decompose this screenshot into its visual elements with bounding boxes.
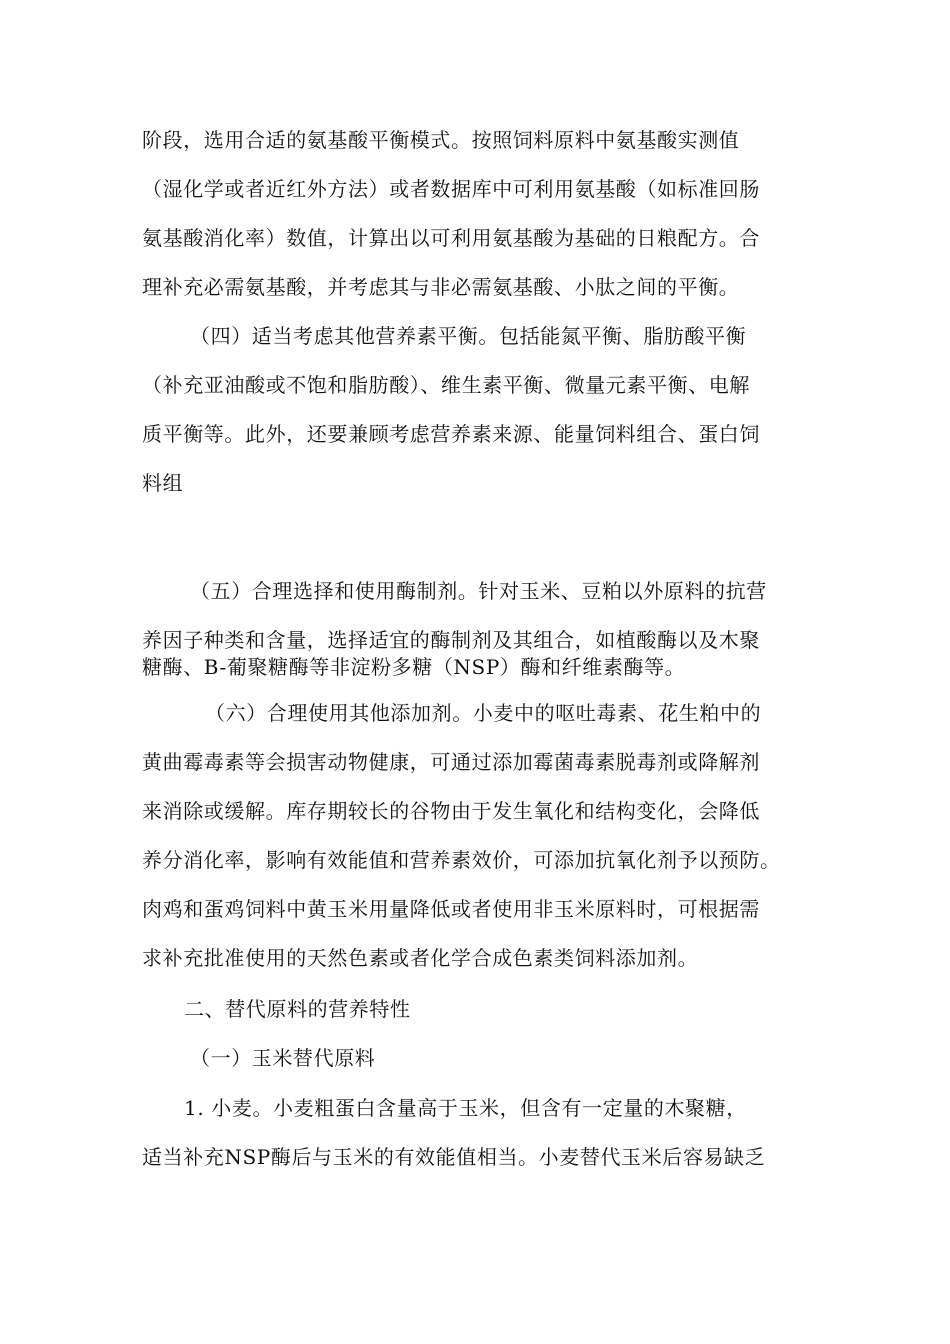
section-heading: 二、替代原料的营养特性 xyxy=(184,997,411,1021)
text-line: 肉鸡和蛋鸡饲料中黄玉米用量降低或者使用非玉米原料时，可根据需 xyxy=(142,897,760,921)
text-line: 1. 小麦。小麦粗蛋白含量高于玉米，但含有一定量的木聚糖， xyxy=(184,1096,747,1120)
paragraph-heading-5: （五）合理选择和使用酶制剂。针对玉米、豆粕以外原料的抗营 xyxy=(190,579,767,603)
paragraph-heading-4: （四）适当考虑其他营养素平衡。包括能氮平衡、脂肪酸平衡 xyxy=(190,324,747,348)
text-line: 阶段，选用合适的氨基酸平衡模式。按照饲料原料中氨基酸实测值 xyxy=(142,128,740,152)
paragraph-heading-6: （六）合理使用其他添加剂。小麦中的呕吐毒素、花生粕中的 xyxy=(205,701,762,725)
text-line: （湿化学或者近红外方法）或者数据库中可利用氨基酸（如标准回肠 xyxy=(142,177,760,201)
text-line: 料组 xyxy=(142,471,184,495)
text-line: 养分消化率，影响有效能值和营养素效价，可添加抗氧化剂予以预防。 xyxy=(142,848,781,872)
text-line: 来消除或缓解。库存期较长的谷物由于发生氧化和结构变化，会降低 xyxy=(142,799,760,823)
text-line: 黄曲霉毒素等会损害动物健康，可通过添加霉菌毒素脱毒剂或降解剂 xyxy=(142,750,760,774)
text-line: 氨基酸消化率）数值，计算出以可利用氨基酸为基础的日粮配方。合 xyxy=(142,226,760,250)
text-line: 养因子种类和含量，选择适宜的酶制剂及其组合，如植酸酶以及木聚 xyxy=(142,628,760,652)
text-line: 糖酶、B-葡聚糖酶等非淀粉多糖（NSP）酶和纤维素酶等。 xyxy=(142,655,686,679)
text-line: 理补充必需氨基酸，并考虑其与非必需氨基酸、小肽之间的平衡。 xyxy=(142,275,740,299)
text-line: 求补充批准使用的天然色素或者化学合成色素类饲料添加剂。 xyxy=(142,946,699,970)
text-line: 适当补充NSP酶后与玉米的有效能值相当。小麦替代玉米后容易缺乏 xyxy=(142,1145,766,1169)
text-line: 质平衡等。此外，还要兼顾考虑营养素来源、能量饲料组合、蛋白饲 xyxy=(142,422,760,446)
text-line: （补充亚油酸或不饱和脂肪酸）、维生素平衡、微量元素平衡、电解 xyxy=(142,373,750,397)
subsection-heading: （一）玉米替代原料 xyxy=(190,1046,376,1070)
